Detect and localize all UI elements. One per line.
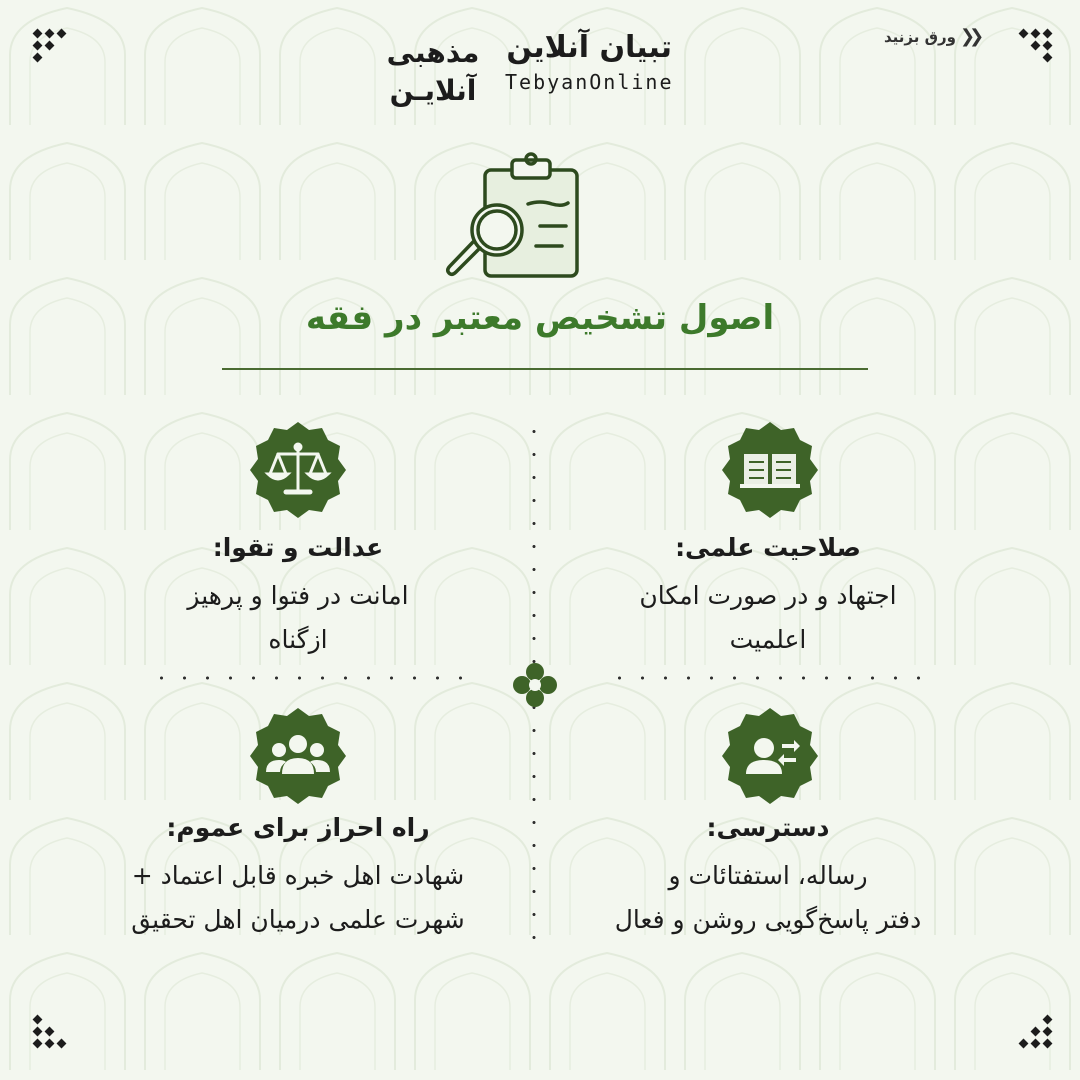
corner-ornament-bottom-right	[1016, 1012, 1056, 1052]
corner-ornament-top-left	[30, 26, 70, 66]
card-line: رساله، استفتائات و	[668, 861, 868, 890]
card-scientific-competence	[578, 530, 958, 662]
page-title: اصول تشخیص معتبر در فقه	[305, 298, 775, 338]
card-accessibility	[578, 810, 958, 942]
logo-english: TebyanOnline	[505, 70, 674, 94]
horizontal-dotted-divider-right	[608, 676, 928, 680]
logo-persian: تبیان آنلاین	[506, 30, 673, 65]
card-title: صلاحیت علمی:	[675, 533, 861, 562]
card-line: اجتهاد و در صورت امکان	[639, 581, 897, 610]
card-line: شهرت علمی درمیان اهل تحقیق	[131, 905, 465, 934]
card-title: راه احراز برای عموم:	[166, 813, 430, 842]
badge-book	[720, 420, 820, 520]
corner-ornament-top-right	[1016, 26, 1056, 66]
badge-group	[248, 706, 348, 806]
card-title: عدالت و تقوا:	[212, 533, 384, 562]
horizontal-dotted-divider-left	[150, 676, 470, 680]
card-line: اعلمیت	[729, 625, 807, 654]
card-line: امانت در فتوا و پرهیز	[187, 581, 409, 610]
clipboard-magnifier-icon	[440, 148, 590, 283]
card-text	[578, 854, 958, 942]
card-justice-piety	[108, 530, 488, 662]
tebyan-logo	[505, 30, 674, 94]
card-public-verification	[108, 810, 488, 942]
double-chevron-icon: ❮❮	[959, 26, 979, 47]
badge-user-exchange	[720, 706, 820, 806]
card-line: شهادت اهل خبره قابل اعتماد +	[131, 861, 465, 890]
flower-ornament-icon	[512, 662, 558, 708]
card-title: دسترسی:	[706, 813, 830, 842]
card-line: ازگناه	[268, 625, 328, 654]
corner-ornament-bottom-left	[30, 1012, 70, 1052]
swipe-label: ورق بزنید	[884, 27, 956, 46]
card-text	[578, 574, 958, 662]
section-logo-line2: آنلایـن	[389, 74, 477, 107]
title-divider	[222, 368, 868, 370]
badge-scales	[248, 420, 348, 520]
card-text	[108, 574, 488, 662]
section-logo-line1: مذهبی	[386, 36, 480, 69]
card-line: دفتر پاسخ‌گویی روشن و فعال	[614, 905, 922, 934]
section-logo	[378, 34, 488, 110]
card-text	[108, 854, 488, 942]
swipe-hint[interactable]	[884, 26, 978, 47]
